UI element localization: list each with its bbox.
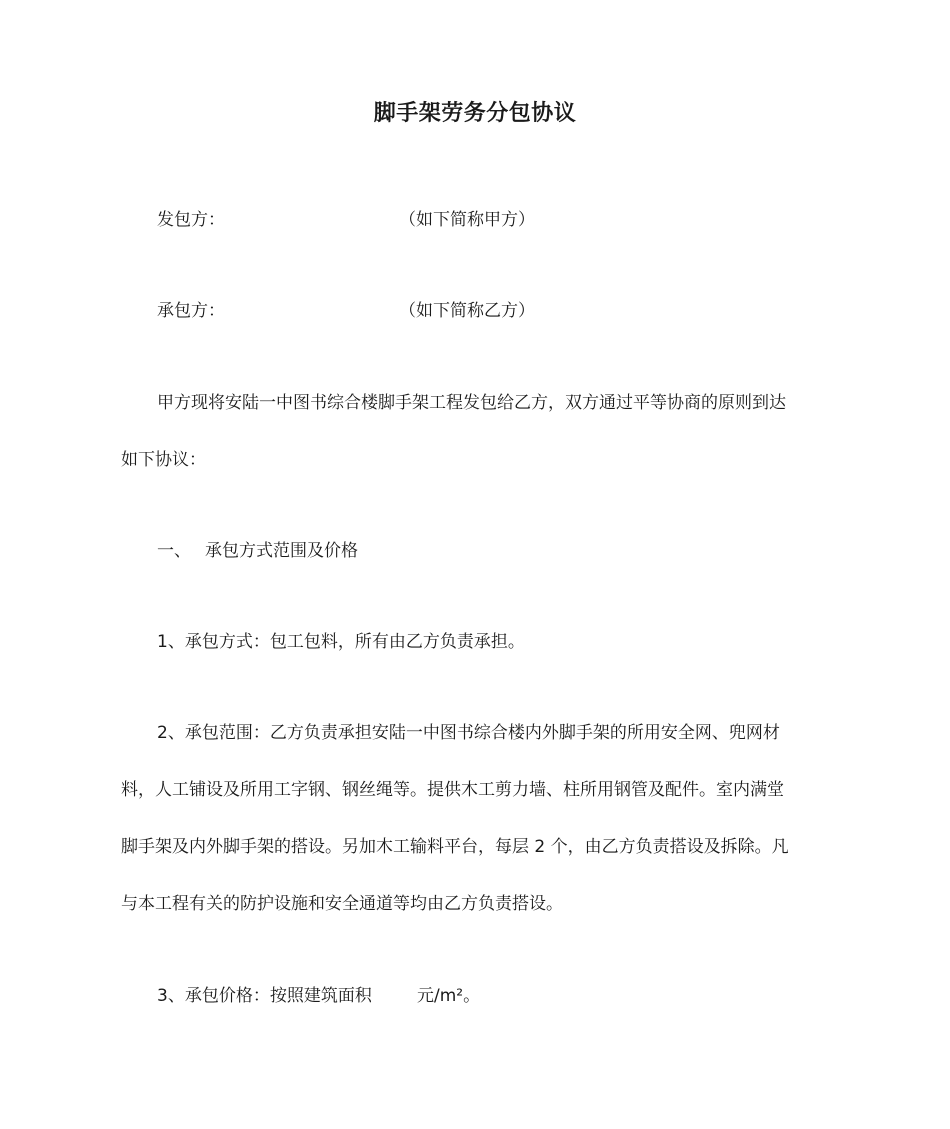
document-title: 脚手架劳务分包协议 — [373, 101, 577, 126]
clause-1: 1、承包方式：包工包料，所有由乙方负责承担。 — [157, 632, 525, 652]
intro-line-2: 如下协议： — [121, 450, 206, 470]
clause-2-line-4: 与本工程有关的防护设施和安全通道等均由乙方负责搭设。 — [121, 894, 563, 914]
clause-3-text: 3、承包价格：按照建筑面积 — [157, 986, 372, 1006]
party-b-note: （如下简称乙方） — [399, 301, 535, 321]
clause-3-unit: 元/m²。 — [417, 986, 481, 1006]
section-1-heading: 承包方式范围及价格 — [205, 541, 358, 561]
party-a-label: 发包方： — [157, 210, 225, 230]
intro-line-1: 甲方现将安陆一中图书综合楼脚手架工程发包给乙方，双方通过平等协商的原则到达 — [157, 393, 786, 413]
clause-2-line-3: 脚手架及内外脚手架的搭设。另加木工输料平台，每层 2 个，由乙方负责搭设及拆除。凡 — [121, 837, 789, 857]
party-a-note: （如下简称甲方） — [399, 210, 535, 230]
clause-2-line-2: 料，人工铺设及所用工字钢、钢丝绳等。提供木工剪力墙、柱所用钢管及配件。室内满堂 — [121, 780, 784, 800]
section-1-number: 一、 — [157, 541, 191, 561]
party-b-label: 承包方： — [157, 301, 225, 321]
clause-2-line-1: 2、承包范围：乙方负责承担安陆一中图书综合楼内外脚手架的所用安全网、兜网材 — [157, 723, 780, 743]
